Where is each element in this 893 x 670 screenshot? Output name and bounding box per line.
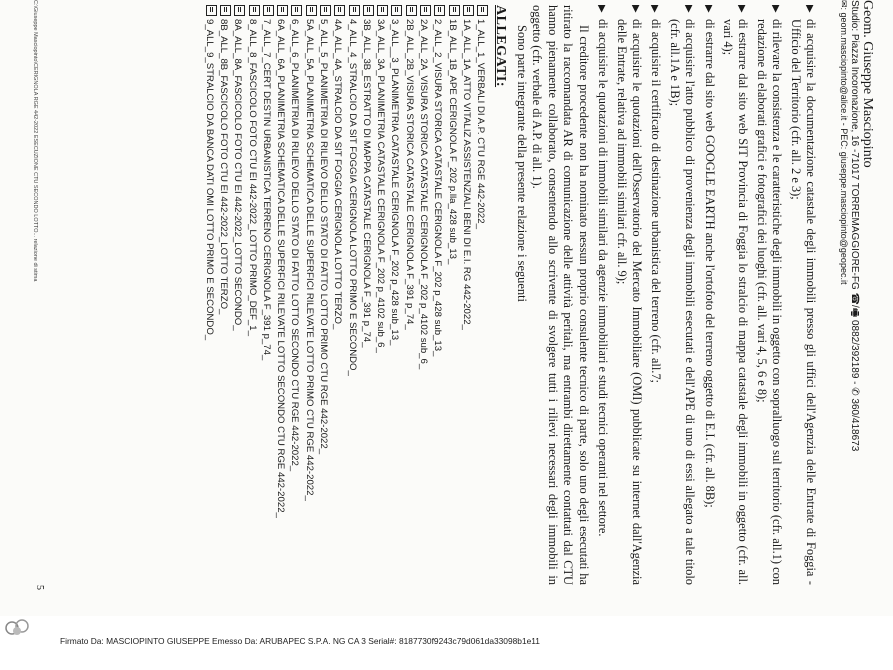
pdf-file-icon: [477, 5, 488, 16]
bullet-item: ▶ di acquisire il certificato di destinazione urbanistica del terreno (cfr. all.7;: [647, 5, 663, 585]
bullet-item: ▶ di rilevare la consistenza e le caratteristiche degli immobili in oggetto con sopralluogo sul territorio (cfr. all.1) con redazione di elaborati grafici e fotografici dei luoghi (cfr. all. vari 4, 5, 6 e 8);: [754, 5, 785, 585]
triangle-bullet-icon: ▶: [649, 5, 661, 13]
pdf-file-icon: [406, 5, 417, 16]
pdf-file-icon: [392, 5, 403, 16]
triangle-bullet-icon: ▶: [736, 5, 748, 13]
page-number: 5: [34, 585, 45, 590]
attachment-link[interactable]: 3A_ALL_3A_PLANIMETRIA CATASTALE CERIGNOLA F_202 p_4102 sub_6_: [374, 5, 388, 585]
attachment-link[interactable]: 3_ALL__3_PLANIMETRIA CATASTALE CERIGNOLA F_202 p_428 sub_13_: [388, 5, 402, 585]
attachment-link[interactable]: 2B_ALL_2B_VISURA STORICA CATASTALE CERIGNOLA F_391 p_74_: [403, 5, 417, 585]
triangle-bullet-icon: ▶: [683, 5, 695, 13]
triangle-bullet-icon: ▶: [629, 5, 641, 13]
attachment-link[interactable]: 6A_ALL_6A_PLANIMETRIA SCHEMATICA DELLE SUPERFICI RILEVATE LOTTO SECONDO CTU RGE 442-2022_: [274, 5, 288, 585]
attachment-link[interactable]: 1_ALL_1_VERBALI DI A.P. CTU RGE 442-2022_: [474, 5, 488, 585]
pdf-file-icon: [249, 5, 260, 16]
triangle-bullet-icon: ▶: [804, 5, 815, 13]
triangle-bullet-icon: ▶: [596, 5, 608, 13]
pdf-file-icon: [420, 5, 431, 16]
attachment-link[interactable]: 5_ALL_5_PLANIMETRIA DI RILIEVO DELLO STATO DI FATTO LOTTO PRIMO CTU RGE 442-2022_: [317, 5, 331, 585]
pdf-file-icon: [291, 5, 302, 16]
creditor-paragraph: Il creditore procedente non ha nominato nessun proprio consulente tecnico di parte, solo uno degli esecutati ha ritirato la raccomandata AR di comunicazione delle attività peritali, ma entrambi direttamente contattati dal CTU hanno pienamente collaborato, consentendo allo scrivente di svolgere tutti i rilievi necessari degli immobili in oggetto (cfr. verbale di A.P. di all. 1).: [530, 5, 591, 585]
attachment-link[interactable]: 9_ALL_9_STRALCIO DA BANCA DATI OMI LOTTO PRIMO E SECONDO_: [202, 5, 216, 585]
pdf-file-icon: [220, 5, 231, 16]
pdf-file-icon: [206, 5, 217, 16]
contact-email: ✉: geom.masciopinto@alice.it - PEC: giuseppe.masciopinto@geopec.it: [839, 0, 849, 285]
attachment-link[interactable]: 2_ALL_2_VISURA STORICA CATASTALE CERIGNOLA F_202 p_428 sub_13_: [431, 5, 445, 585]
attachment-link[interactable]: 2A_ALL_2A_VISURA STORICA CATASTALE CERIGNOLA F_202 p_4102 sub_6_: [417, 5, 431, 585]
attachment-link[interactable]: 7_ALL_7_CERT DESTIN URBANISTICA TERRENO CERIGNOLA F_391 p_74_: [260, 5, 274, 585]
pdf-file-icon: [320, 5, 331, 16]
digital-seal-icon: [4, 616, 30, 638]
attachment-link[interactable]: 5A_ALL_5A_PLANIMETRIA SCHEMATICA DELLE SUPERFICI RILEVATE LOTTO PRIMO CTU RGE 442-2022_: [302, 5, 316, 585]
pdf-file-icon: [463, 5, 474, 16]
pdf-file-icon: [349, 5, 360, 16]
bullet-item: ▶ di estrarre dal sito web SIT Provincia di Foggia lo stralcio di mappa catastale degli immobili in oggetto (cfr. all. vari 4);: [720, 5, 751, 585]
triangle-bullet-icon: ▶: [702, 5, 714, 13]
attachment-link[interactable]: 1B_ALL_1B_APE CERIGNOLA F_202 p.lla_428 sub_13_: [445, 5, 459, 585]
surveyor-name: Geom. Giuseppe Masciopinto: [860, 0, 875, 168]
bullet-item: ▶ di acquisire la documentazione catastale degli immobili presso gli uffici dell'Agenzia delle Entrate di Foggia - Ufficio del Territorio (cfr. all. 2 e 3);: [788, 5, 818, 585]
pdf-file-icon: [277, 5, 288, 16]
attachment-link[interactable]: 6_ALL_6_PLANIMETRIA DI RILIEVO DELLO STATO DI FATTO LOTTO SECONDO CTU RGE 442-2022_: [288, 5, 302, 585]
letterhead: [839, 0, 875, 600]
attachment-link[interactable]: 1A_ALL_1A_ATTO VITALIZ ASSISTENZIALI BENI DI E.I. RG 442-2022_: [460, 5, 474, 585]
attachment-link[interactable]: 4A_ALL_4A_STRALCIO DA SIT FOGGIA CERIGNOLA LOTTO TERZO_: [331, 5, 345, 585]
attachment-link[interactable]: 3B_ALL_3B_ESTRATTO DI MAPPA CATASTALE CERIGNOLA F_391 p_74_: [360, 5, 374, 585]
file-path-footnote: C:\Giuseppe Masciopinto\CERIGNOLA RGE 442-2022 ESECUZIONE CTU SECONDO LOTTO... relazione di stima: [32, 0, 38, 282]
studio-address: Studio: Piazza Incoronazione, 16 -71017 TORREMAGGIORE-FG ☎/🖷 0882/392189 - ✆ 360/418673: [849, 0, 860, 452]
pdf-file-icon: [306, 5, 317, 16]
attachment-link[interactable]: 4_ALL_4_STRALCIO DA SIT FOGGIA CERIGNOLA LOTTO PRIMO E SECONDO_: [345, 5, 359, 585]
bullet-item: ▶ di estrarre dal sito web GOOGLE EARTH anche l'ortofoto del terreno oggetto di E.I. (cfr. all. 8B);: [700, 5, 716, 585]
pdf-file-icon: [434, 5, 445, 16]
pdf-file-icon: [363, 5, 374, 16]
pdf-file-icon: [234, 5, 245, 16]
attachment-link[interactable]: 8_ALL_8_FASCICOLO FOTO CTU EI 442-2022_LOTTO PRIMO_DEF_1_: [245, 5, 259, 585]
attachments-list: [202, 5, 488, 585]
report-body: [202, 5, 818, 585]
pdf-file-icon: [377, 5, 388, 16]
triangle-bullet-icon: ▶: [770, 5, 782, 13]
bullet-item: ▶ di acquisire le quotazioni di immobili similari da agenzie immobiliari e studi tecnici operanti nel settore.: [594, 5, 610, 585]
bullet-item: ▶ di acquisire l'atto pubblico di provenienza degli immobili esecutati e dell'APE di uno di essi allegato a tale titolo (cfr. all.1A e 1B);: [667, 5, 698, 585]
attachments-intro: Sono parte integrante della presente relazione i seguenti: [515, 25, 530, 302]
bullet-item: ▶ di acquisire le quotazioni dell'Osservatorio del Mercato Immobiliare (OMI) pubblicate su internet dall'Agenzia delle Entrate, relativa ad immobili similari cfr. all. 9);: [614, 5, 644, 585]
attachments-title: ALLEGATI:: [492, 5, 508, 88]
pdf-file-icon: [449, 5, 460, 16]
pdf-file-icon: [334, 5, 345, 16]
digital-signature-line: Firmato Da: MASCIOPINTO GIUSEPPE Emesso Da: ARUBAPEC S.P.A. NG CA 3 Serial#: 8187730f9243c79d061da33098b1e11: [60, 636, 540, 646]
attachment-link[interactable]: 8A_ALL_8A_FASCICOLO FOTO CTU EI 442-2022_LOTTO SECONDO_: [231, 5, 245, 585]
pdf-file-icon: [263, 5, 274, 16]
attachment-link[interactable]: 8B_ALL_8B_FASCICOLO FOTO CTU EI 442-2022_LOTTO TERZO_: [217, 5, 231, 585]
